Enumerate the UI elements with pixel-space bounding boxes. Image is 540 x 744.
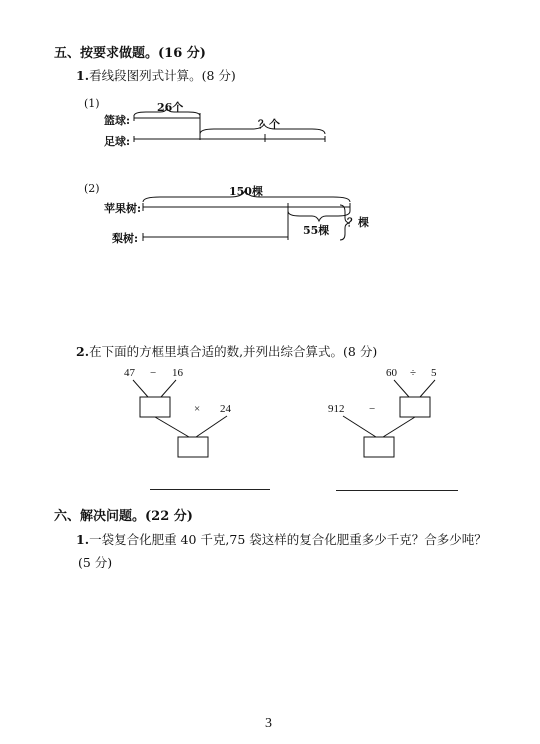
basketball-label: 篮球: xyxy=(104,114,131,127)
left-tree-op2: × xyxy=(194,403,201,415)
problem-1-text: 一袋复合化肥重 40 千克,75 袋这样的复合化肥重多少千克？合多少吨？ xyxy=(89,532,487,547)
apple-tree-label: 苹果树: xyxy=(104,202,142,215)
section-6-title: 六、解决问题。(22 分) xyxy=(54,509,193,524)
right-tree-c: 912 xyxy=(328,403,345,415)
right-tree-op1: ÷ xyxy=(410,367,417,379)
right-answer-line[interactable] xyxy=(336,490,458,491)
pear-tree-label: 梨树: xyxy=(112,232,139,245)
left-tree-c: 24 xyxy=(220,403,231,415)
question-2-number: 2. xyxy=(76,344,90,359)
part-2-label: (2) xyxy=(84,182,100,195)
problem-1-points: (5 分) xyxy=(78,555,113,570)
page-number: 3 xyxy=(265,716,272,731)
basketball-value: 26个 xyxy=(157,101,184,114)
pear-unknown-value: ？棵 xyxy=(347,216,369,229)
left-tree-a: 47 xyxy=(124,367,135,379)
problem-1-number: 1. xyxy=(76,532,90,547)
problem-1 xyxy=(76,530,487,548)
left-tree-op1: − xyxy=(150,367,157,379)
right-tree-a: 60 xyxy=(386,367,397,379)
football-label: 足球: xyxy=(104,135,131,148)
total-trees-value: 150棵 xyxy=(229,185,263,198)
part-1-label: (1) xyxy=(84,97,100,110)
question-1-number: 1. xyxy=(76,68,90,83)
left-tree-box-2 xyxy=(178,437,208,457)
left-tree-b: 16 xyxy=(172,367,183,379)
right-tree-b: 5 xyxy=(431,367,437,379)
question-2-text: 在下面的方框里填合适的数,并列出综合算式。(8 分) xyxy=(89,344,378,359)
difference-value: 55棵 xyxy=(303,224,330,237)
section-5-title: 五、按要求做题。(16 分) xyxy=(54,46,206,61)
right-tree-op2: − xyxy=(369,403,376,415)
football-unknown-value: ？个 xyxy=(258,118,280,131)
left-tree-box-1 xyxy=(140,397,170,417)
right-tree-box-2 xyxy=(364,437,394,457)
question-1-text: 看线段图列式计算。(8 分) xyxy=(89,68,236,83)
right-tree-box-1 xyxy=(400,397,430,417)
left-answer-line[interactable] xyxy=(150,489,270,490)
